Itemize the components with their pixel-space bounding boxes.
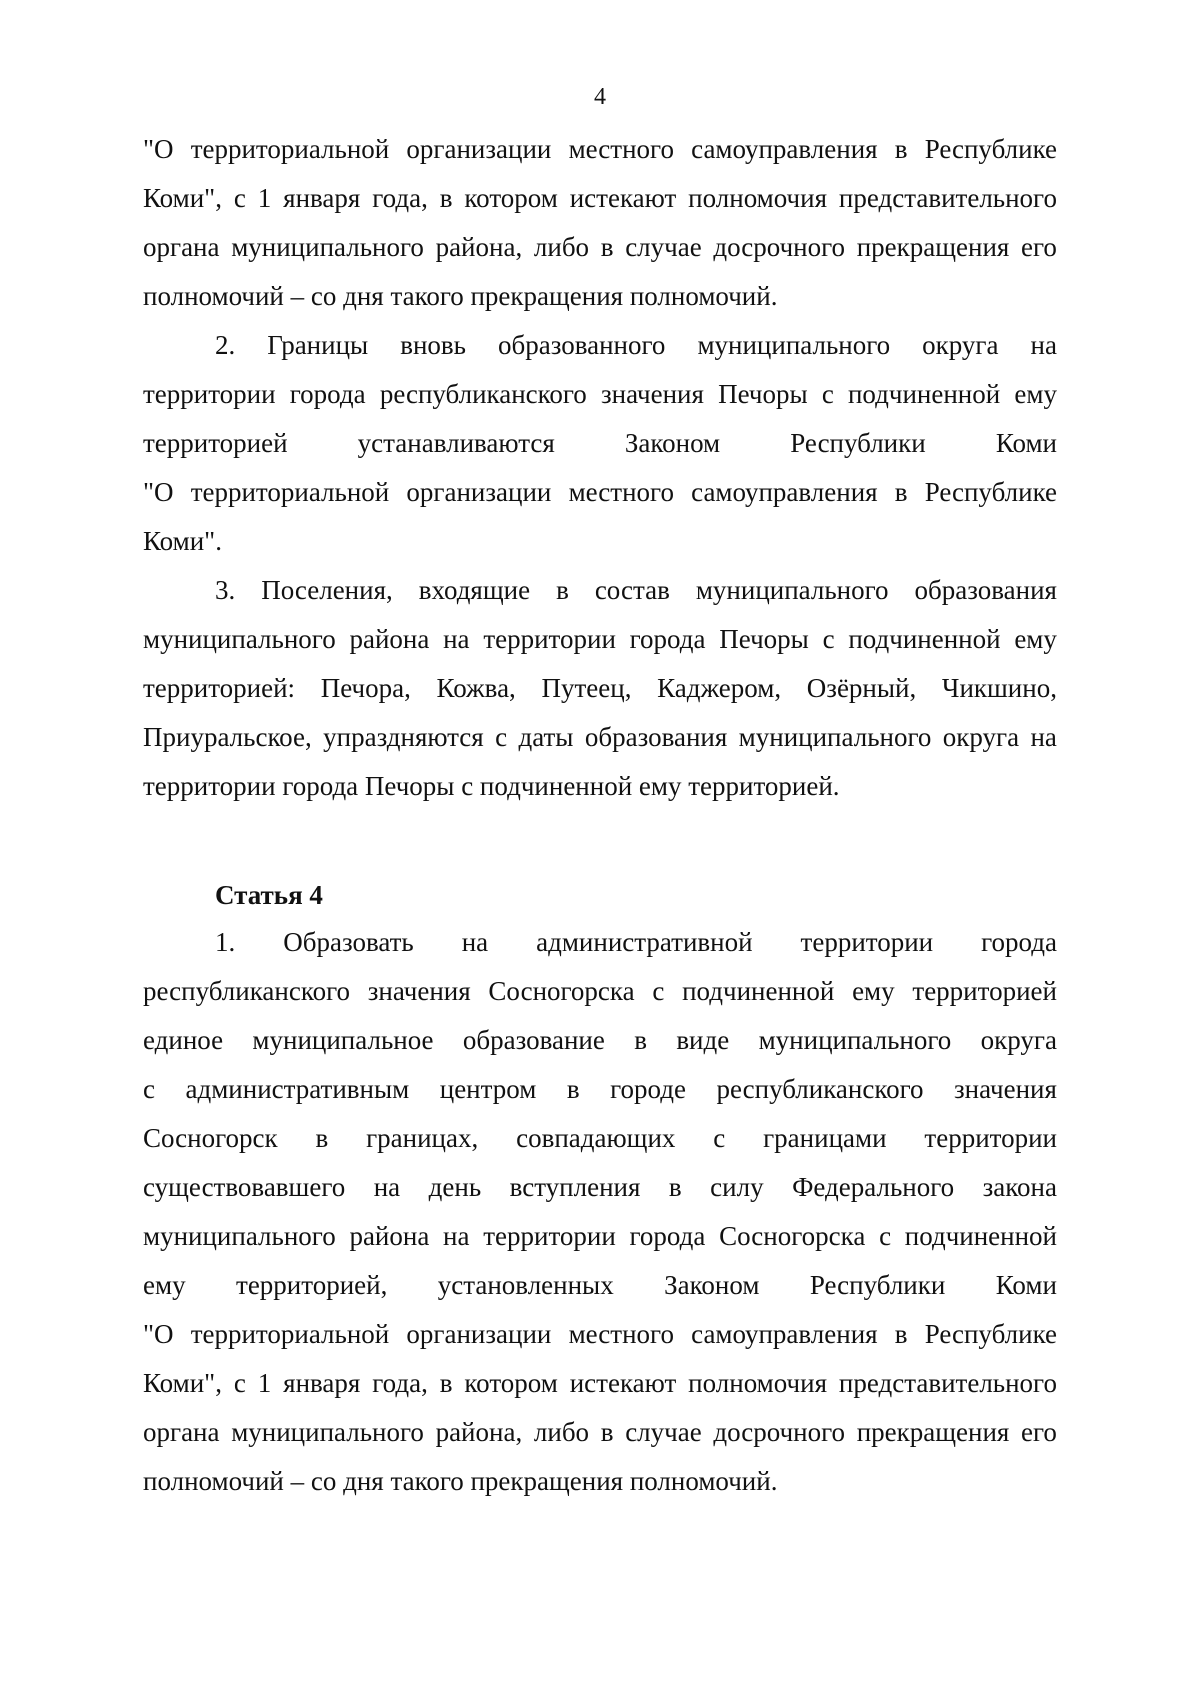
text-word: значения [954,1074,1057,1104]
text-word: полномочия [688,183,828,213]
article-4-text-block [143,918,1057,1506]
text-word: организации [406,134,552,164]
text-word: территориальной [190,477,390,507]
text-word: в [439,1368,453,1398]
text-word: истекают [569,183,677,213]
text-word: Кожва, [436,673,516,703]
text-word: его [1021,232,1057,262]
text-word: Печоры [719,624,809,654]
text-word: 1 [257,183,272,213]
text-word: территории [143,379,276,409]
text-word: в [600,1417,614,1447]
text-line [143,468,1057,517]
text-word: Сосногорска [488,976,635,1006]
text-word: на [1030,330,1057,360]
text-word: представительного [838,1368,1057,1398]
paragraph-3-first-line [215,566,1057,615]
text-word: января [283,183,361,213]
text-line: территории города Печоры с подчиненной ему территорией. [143,771,840,801]
text-word: с [821,379,834,409]
text-word: самоуправления [691,1319,878,1349]
text-word: "О [143,1319,174,1349]
text-word: Законом [624,428,721,458]
text-word: территории [800,927,934,957]
text-line [143,1163,1057,1212]
text-word: Коми", [143,183,222,213]
text-word: с [822,624,835,654]
text-word: представительного [838,183,1057,213]
text-word: подчиненной [904,1221,1057,1251]
text-word: города [629,1221,706,1251]
text-word: территорией [143,428,288,458]
text-word: муниципального [758,1025,952,1055]
text-word: вновь [400,330,466,360]
text-word: округа [942,722,1020,752]
text-line [143,1408,1057,1457]
text-line [143,713,1057,762]
text-line [143,967,1057,1016]
text-word: муниципального [143,1221,336,1251]
text-word: в [668,1172,682,1202]
text-word: района, [435,1417,523,1447]
text-word: "О [143,477,174,507]
text-line [143,174,1057,223]
text-word: центром [439,1074,537,1104]
text-word: даты [518,722,574,752]
text-word: в [634,1025,647,1055]
text-word: Сосногорск [143,1123,278,1153]
text-word: Республике [924,134,1057,164]
text-word: округа [980,1025,1057,1055]
text-word: полномочия [688,1368,828,1398]
text-word: границах, [366,1123,479,1153]
text-word: Каджером, [657,673,782,703]
text-line: полномочий – со дня такого прекращения полномочий. [143,281,778,311]
text-word: ему [1014,624,1057,654]
text-word: ему [1014,379,1057,409]
text-word: с [233,1368,246,1398]
text-word: с [143,1074,155,1104]
text-word: района [349,1221,430,1251]
text-word: на [443,1221,470,1251]
text-word: значения [601,379,704,409]
text-word: образованного [498,330,666,360]
text-word: котором [464,1368,558,1398]
text-word: его [1021,1417,1057,1447]
text-word: подчиненной [848,624,1001,654]
text-word: муниципального [695,575,889,605]
text-word: Республики [790,428,926,458]
text-word: существовавшего [143,1172,346,1202]
text-word: с [652,976,665,1006]
text-word: день [428,1172,482,1202]
text-word: образование [462,1025,605,1055]
text-word: 1 [257,1368,272,1398]
text-word: Коми [995,428,1057,458]
text-line: полномочий – со дня такого прекращения полномочий. [143,1466,778,1496]
text-word: Федерального [792,1172,955,1202]
text-word: Сосногорска [719,1221,866,1251]
text-word: с [233,183,246,213]
text-word: в [315,1123,329,1153]
text-line [143,1016,1057,1065]
text-line [143,223,1057,272]
text-word: республиканского [716,1074,924,1104]
article-heading: Статья 4 [215,880,323,910]
text-line [143,1065,1057,1114]
text-word: самоуправления [691,477,878,507]
text-word: Законом [664,1270,760,1300]
text-word: Печора, [320,673,411,703]
text-word: городе [610,1074,686,1104]
text-word: входящие [418,575,531,605]
text-word: муниципального [231,1417,424,1447]
text-word: ему [143,1270,186,1300]
text-word: города [981,927,1057,957]
text-word: муниципального [143,624,336,654]
paragraph-2-first-line [215,321,1057,370]
text-word: либо [533,1417,590,1447]
text-word: самоуправления [691,134,878,164]
text-word: прекращения [856,232,1010,262]
text-word: на [443,624,470,654]
text-word: в [894,477,908,507]
text-word: Коми", [143,1368,222,1398]
text-word: муниципальное [252,1025,434,1055]
text-word: в [556,575,569,605]
text-word: досрочного [713,1417,846,1447]
text-word: территории [924,1123,1057,1153]
text-word: установленных [437,1270,614,1300]
text-word: силу [710,1172,764,1202]
text-line [143,125,1057,174]
text-word: в [894,134,908,164]
text-word: в [600,232,614,262]
text-word: в [439,183,453,213]
text-word: года, [372,183,428,213]
text-word: января [283,1368,361,1398]
text-line [143,1359,1057,1408]
text-word: территориальной [190,1319,390,1349]
text-word: закона [982,1172,1057,1202]
text-word: Границы [267,330,369,360]
text-word: года, [372,1368,428,1398]
text-word: в [894,1319,908,1349]
text-word: с [879,1221,892,1251]
text-line [143,1212,1057,1261]
text-word: ему [852,976,895,1006]
text-word: организации [406,1319,552,1349]
paragraph-1-first-line [215,918,1057,967]
text-word: Чикшино, [941,673,1057,703]
text-word: случае [625,232,702,262]
text-line [143,615,1057,664]
text-word: Республики [809,1270,946,1300]
text-line [143,419,1057,468]
text-word: совпадающих [516,1123,676,1153]
text-word: местного [568,1319,674,1349]
text-word: территорией [912,976,1057,1006]
text-word: образования [914,575,1057,605]
text-word: упраздняются [323,722,484,752]
text-line [143,1310,1057,1359]
text-word: досрочного [713,232,846,262]
text-word: территорией: [143,673,296,703]
text-word: города [629,624,706,654]
text-word: устанавливаются [357,428,555,458]
text-word: с [495,722,508,752]
text-line [143,1261,1057,1310]
text-word: организации [406,477,552,507]
text-word: Печоры [718,379,808,409]
text-word: котором [464,183,558,213]
text-word: на [1030,722,1057,752]
text-word: Озёрный, [806,673,917,703]
text-word: муниципального [697,330,891,360]
text-word: территориальной [190,134,390,164]
text-word: территорией, [236,1270,388,1300]
text-word: района [349,624,430,654]
text-word: округа [922,330,999,360]
text-word: либо [533,232,590,262]
text-word: Республике [924,1319,1057,1349]
text-word: территории [483,624,616,654]
text-word: муниципального [231,232,424,262]
text-word: Коми [995,1270,1057,1300]
text-word: 3. [215,575,236,605]
text-word: на [373,1172,401,1202]
text-word: района, [435,232,523,262]
text-word: единое [143,1025,224,1055]
text-word: подчиненной [847,379,1001,409]
text-word: Путеец, [541,673,632,703]
text-word: органа [143,232,220,262]
text-word: с [713,1123,726,1153]
text-word: местного [568,477,674,507]
page-number: 4 [594,84,606,110]
text-word: виде [676,1025,730,1055]
text-word: Образовать [283,927,414,957]
text-word: на [461,927,489,957]
text-word: случае [625,1417,702,1447]
text-word: республиканского [143,976,350,1006]
text-line: Коми". [143,526,222,556]
text-word: Республике [924,477,1057,507]
text-word: вступления [509,1172,641,1202]
text-word: "О [143,134,174,164]
text-line [143,664,1057,713]
text-word: органа [143,1417,220,1447]
text-word: муниципального [738,722,932,752]
text-word: подчиненной [682,976,835,1006]
text-line [143,370,1057,419]
article-3-text-block [143,125,1057,811]
text-word: республиканского [379,379,587,409]
text-line [143,1114,1057,1163]
text-word: образования [584,722,728,752]
text-word: истекают [569,1368,677,1398]
text-word: территории [483,1221,616,1251]
text-word: административным [185,1074,410,1104]
text-word: в [566,1074,580,1104]
text-word: Поселения, [261,575,393,605]
text-word: состав [594,575,670,605]
text-word: значения [367,976,471,1006]
text-word: границами [763,1123,887,1153]
text-word: административной [536,927,753,957]
text-word: прекращения [856,1417,1010,1447]
text-word: 2. [215,330,236,360]
text-word: города [289,379,366,409]
text-word: местного [568,134,674,164]
text-word: 1. [215,927,236,957]
text-word: Приуральское, [143,722,312,752]
